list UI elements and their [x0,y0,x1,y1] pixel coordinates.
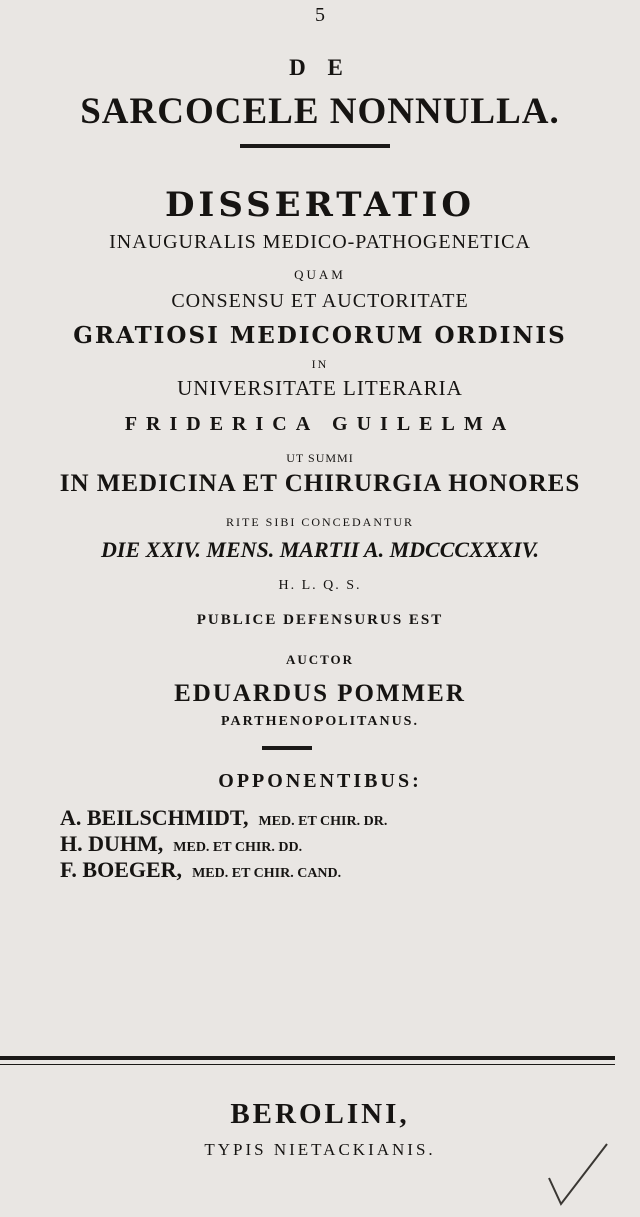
page-number: 5 [315,4,325,26]
opponent-row [60,831,302,857]
origin-line: PARTHENOPOLITANUS. [221,714,419,729]
opponent-title: MED. ET CHIR. DD. [173,840,303,855]
city-line: BEROLINI, [230,1098,410,1130]
medicina-line: IN MEDICINA ET CHIRURGIA HONORES [59,470,581,497]
hlqs-line: H. L. Q. S. [278,578,362,593]
inauguralis-line: INAUGURALIS MEDICO-PATHOGENETICA [109,231,531,253]
opponent-name: F. BOEGER, [60,857,183,882]
dissertatio-heading: DISSERTATIO [164,185,476,225]
quam-line: QUAM [294,267,346,282]
universitate-line: UNIVERSITATE LITERARIA [177,376,463,400]
friderica-line: FRIDERICA GUILELMA [124,413,516,435]
printer-line: TYPIS NIETACKIANIS. [204,1140,436,1159]
ordinis-line: GRATIOSI MEDICORUM ORDINIS [73,322,567,349]
date-line: DIE XXIV. MENS. MARTII A. MDCCCXXXIV. [101,537,539,562]
in-line: IN [311,357,329,371]
rite-line: RITE SIBI CONCEDANTUR [226,515,414,529]
opponent-title: MED. ET CHIR. DR. [258,814,388,829]
de-heading: D E [289,55,351,80]
opponent-name: A. BEILSCHMIDT, [60,805,249,830]
main-title: SARCOCELE NONNULLA. [80,91,560,132]
small-rule [262,746,312,750]
opponent-row [60,857,341,883]
opponent-name: H. DUHM, [60,831,164,856]
auctor-line: AUCTOR [285,652,355,667]
pencil-checkmark-icon [545,1140,615,1210]
opponentibus-heading: OPPONENTIBUS: [218,770,422,792]
publice-line: PUBLICE DEFENSURUS EST [196,612,444,628]
opponent-row [60,805,387,831]
opponent-title: MED. ET CHIR. CAND. [192,866,342,881]
title-rule [240,144,390,148]
bottom-rule-thin [0,1064,615,1065]
bottom-rule-thick [0,1056,615,1060]
author-name: EDUARDUS POMMER [174,680,466,707]
ut-summi-line: UT SUMMI [286,451,354,465]
consensu-line: CONSENSU ET AUCTORITATE [171,290,469,312]
